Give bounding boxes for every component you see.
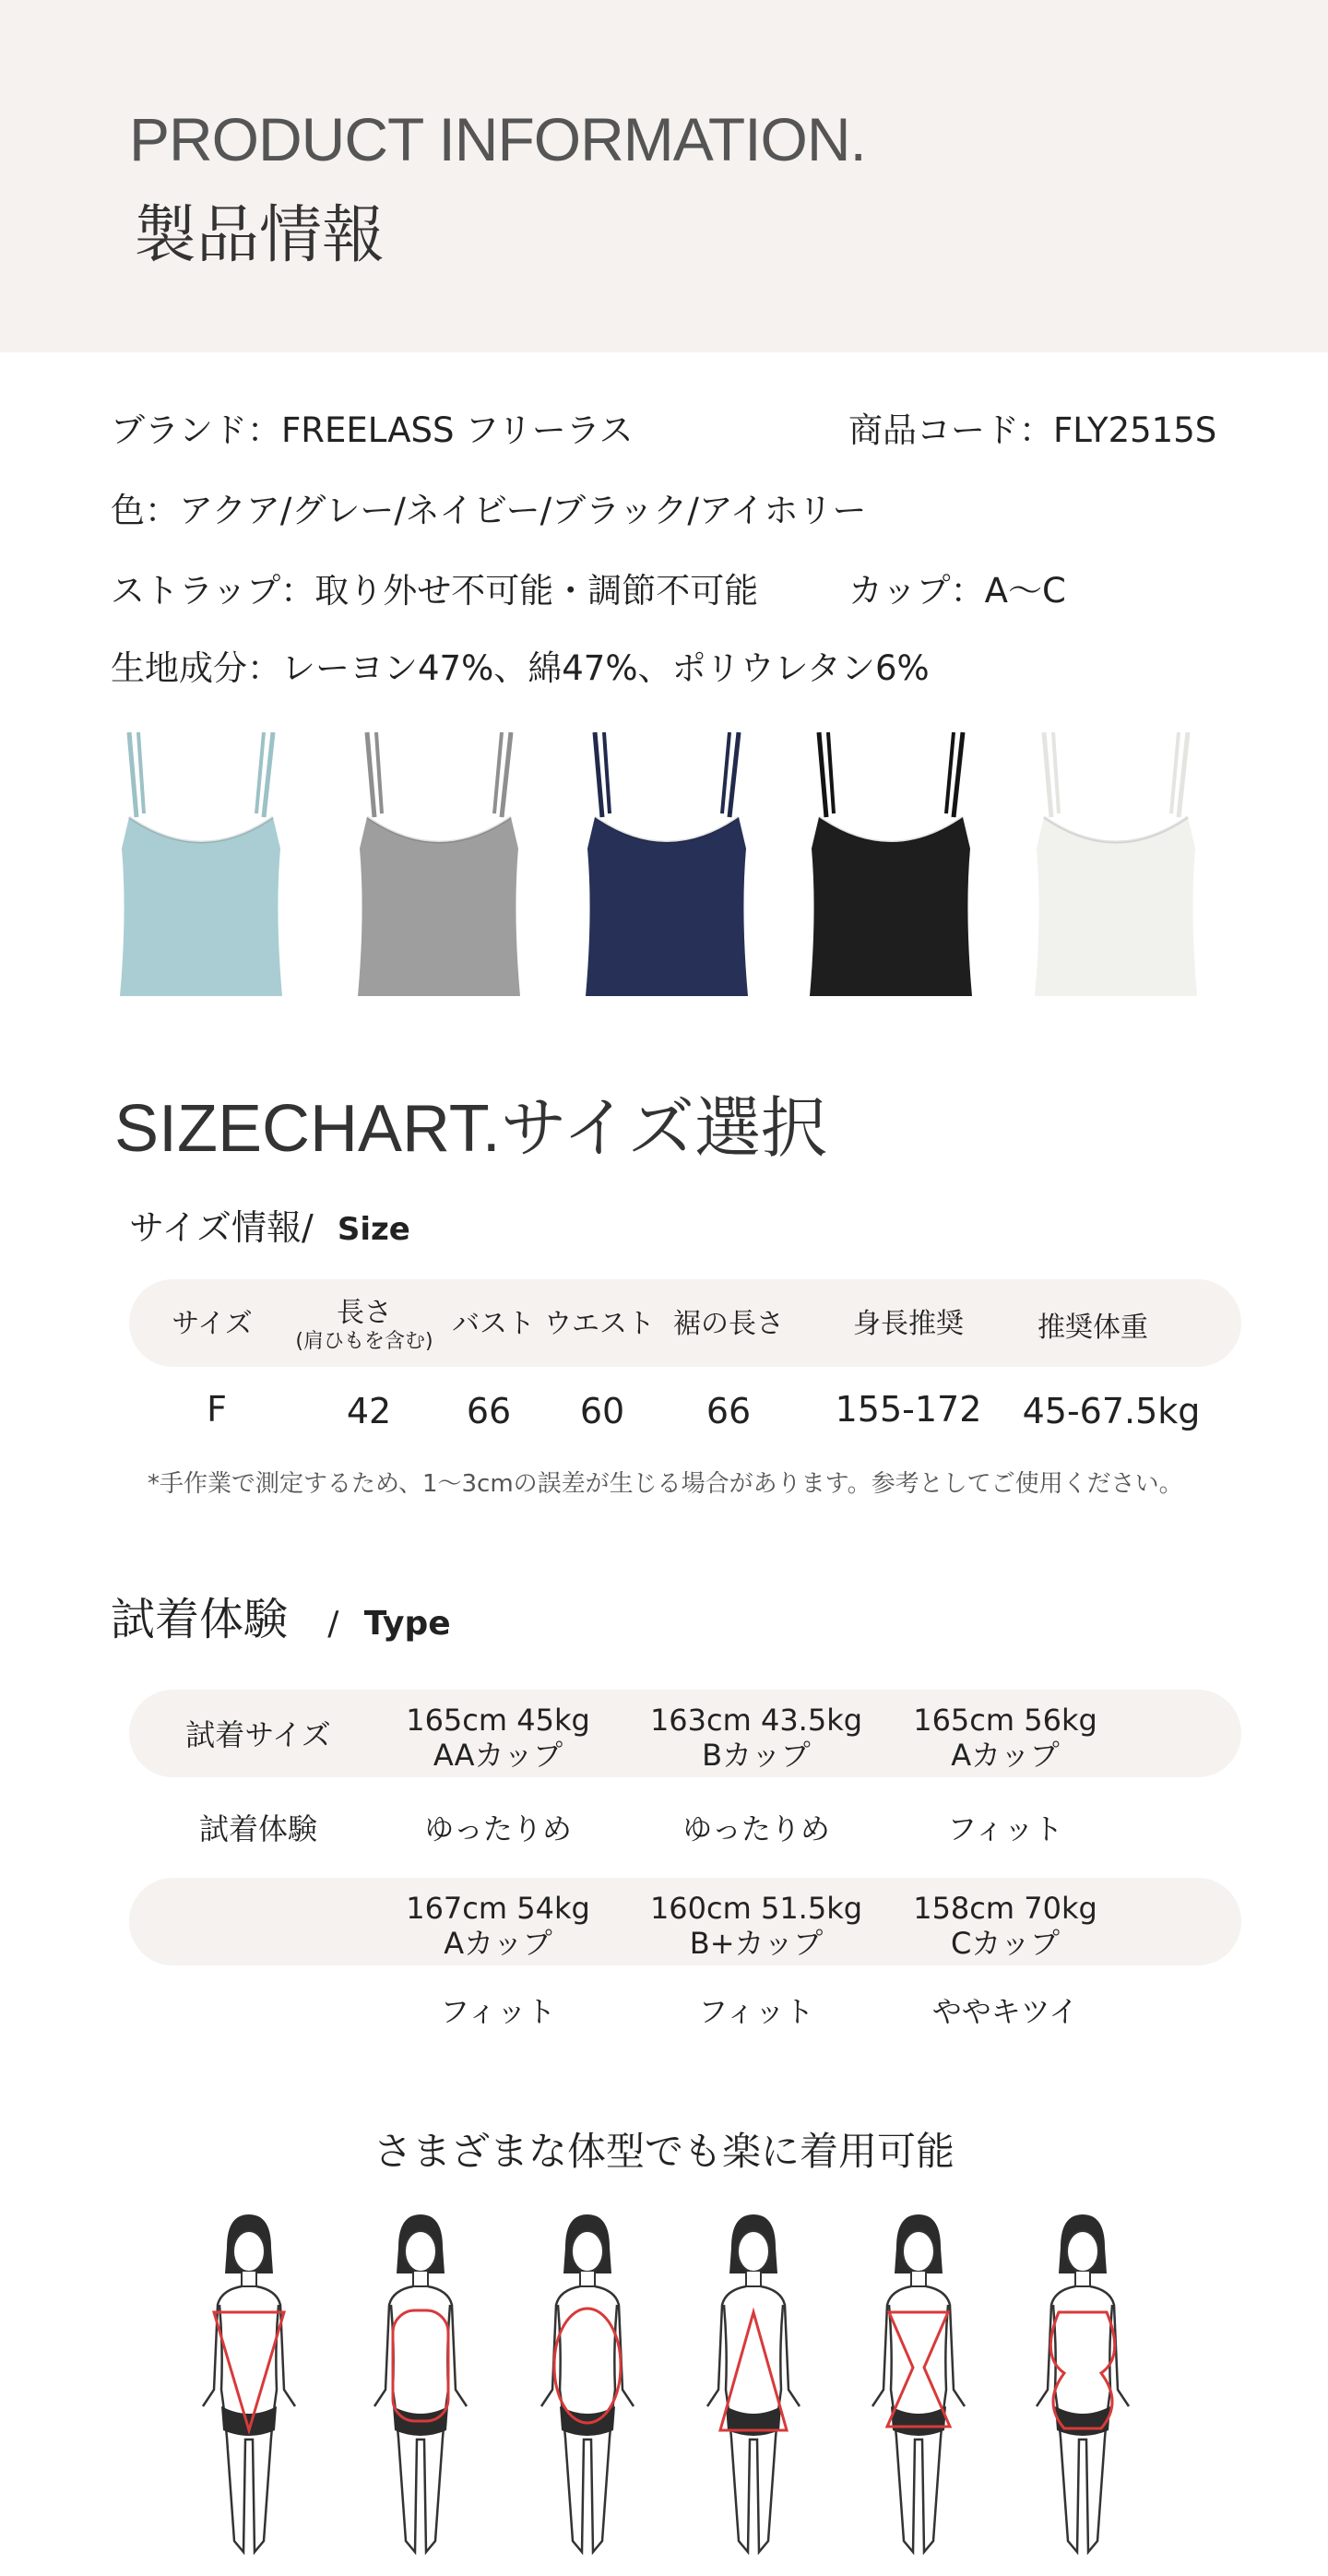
cell-hem: 66 <box>706 1391 752 1431</box>
fitting-slash: / <box>327 1605 339 1643</box>
model6-size <box>895 1891 1116 1962</box>
header-length-note: (肩ひもを含む) <box>295 1330 433 1353</box>
color-text: 色：アクア/グレー/ネイビー/ブラック/アイホリー <box>111 491 867 530</box>
figure-rounded <box>1027 2209 1138 2559</box>
cell-size: F <box>207 1389 227 1430</box>
figure-inverted-triangle <box>194 2209 304 2559</box>
product-code-text: 商品コード：FLY2515S <box>848 410 1217 450</box>
bodytypes-title: さまざまな体型でも楽に着用可能 <box>373 2129 954 2174</box>
cup-text: カップ：A〜C <box>848 571 1066 611</box>
cell-waist: 60 <box>579 1391 625 1431</box>
color-swatches <box>109 729 1234 1002</box>
header-weight: 推奨体重 <box>1038 1312 1148 1344</box>
model6-size-line2: Cカップ <box>950 1926 1061 1962</box>
brand-text: ブランド：FREELASS フリーラス <box>111 410 634 450</box>
model5-size-line1: 160cm 51.5kg <box>649 1891 863 1926</box>
model2-size-line1: 163cm 43.5kg <box>649 1703 863 1738</box>
model3-size-line1: 165cm 56kg <box>913 1703 1097 1738</box>
page-title-en: PRODUCT INFORMATION. <box>129 105 866 173</box>
model5-fit: フィット <box>698 1994 814 2029</box>
measurement-note: *手作業で測定するため、1〜3cmの誤差が生じる場合があります。参考としてご使用ください。 <box>148 1470 1183 1498</box>
header-length-label: 長さ <box>337 1297 392 1329</box>
fitting-title-ja: 試着体験 <box>111 1594 289 1645</box>
model6-fit: ややキツイ <box>931 1994 1079 2029</box>
model5-size <box>641 1891 872 1962</box>
header-waist: ウエスト <box>544 1308 655 1340</box>
model5-size-line2: B+カップ <box>689 1926 824 1962</box>
size-info-subtitle <box>129 1207 410 1248</box>
header-hem: 裾の長さ <box>673 1308 784 1340</box>
camisole-grey-image <box>347 729 531 1002</box>
size-info-en: Size <box>337 1211 410 1248</box>
figure-oval <box>532 2209 643 2559</box>
header-height: 身長推奨 <box>853 1308 964 1340</box>
cell-bust: 66 <box>466 1391 512 1431</box>
model1-size-line1: 165cm 45kg <box>406 1703 590 1738</box>
body-type-figures <box>194 2209 1171 2559</box>
camisole-navy-image <box>575 729 759 1002</box>
model3-size-line2: Aカップ <box>951 1738 1060 1774</box>
strap-text: ストラップ：取り外せ不可能・調節不可能 <box>111 571 759 611</box>
header-banner <box>0 0 1328 352</box>
fitting-title <box>111 1594 451 1645</box>
model4-size <box>387 1891 609 1962</box>
camisole-ivory-image <box>1024 729 1208 1002</box>
cell-weight: 45-67.5kg <box>1022 1391 1201 1431</box>
model4-fit: フィット <box>440 1994 556 2029</box>
model6-size-line1: 158cm 70kg <box>913 1891 1097 1926</box>
camisole-aqua-image <box>109 729 293 1002</box>
size-info-ja: サイズ情報/ <box>129 1207 314 1248</box>
header-bust: バスト <box>452 1308 535 1340</box>
figure-hourglass <box>863 2209 974 2559</box>
figure-rectangle <box>365 2209 476 2559</box>
model2-fit: ゆったりめ <box>682 1811 830 1846</box>
fitting-title-en: Type <box>363 1605 451 1643</box>
header-length <box>286 1297 443 1354</box>
label-fitting-experience: 試着体験 <box>198 1811 317 1846</box>
model4-size-line1: 167cm 54kg <box>406 1891 590 1926</box>
camisole-black-image <box>799 729 983 1002</box>
label-fitting-size: 試着サイズ <box>185 1717 331 1752</box>
page-title-ja: 製品情報 <box>134 199 385 272</box>
fabric-text: 生地成分：レーヨン47%、綿47%、ポリウレタン6% <box>111 648 930 688</box>
model3-size <box>895 1703 1116 1774</box>
header-size: サイズ <box>172 1308 253 1340</box>
model3-fit: フィット <box>947 1811 1063 1846</box>
model1-fit: ゆったりめ <box>424 1811 572 1846</box>
cell-height: 155-172 <box>835 1389 982 1430</box>
sizechart-title: SIZECHART.サイズ選択 <box>114 1092 827 1166</box>
model4-size-line2: Aカップ <box>444 1926 552 1962</box>
figure-triangle <box>698 2209 809 2559</box>
model1-size-line2: AAカップ <box>433 1738 563 1774</box>
model2-size <box>641 1703 872 1774</box>
model2-size-line2: Bカップ <box>702 1738 811 1774</box>
cell-length: 42 <box>346 1391 392 1431</box>
model1-size <box>387 1703 609 1774</box>
